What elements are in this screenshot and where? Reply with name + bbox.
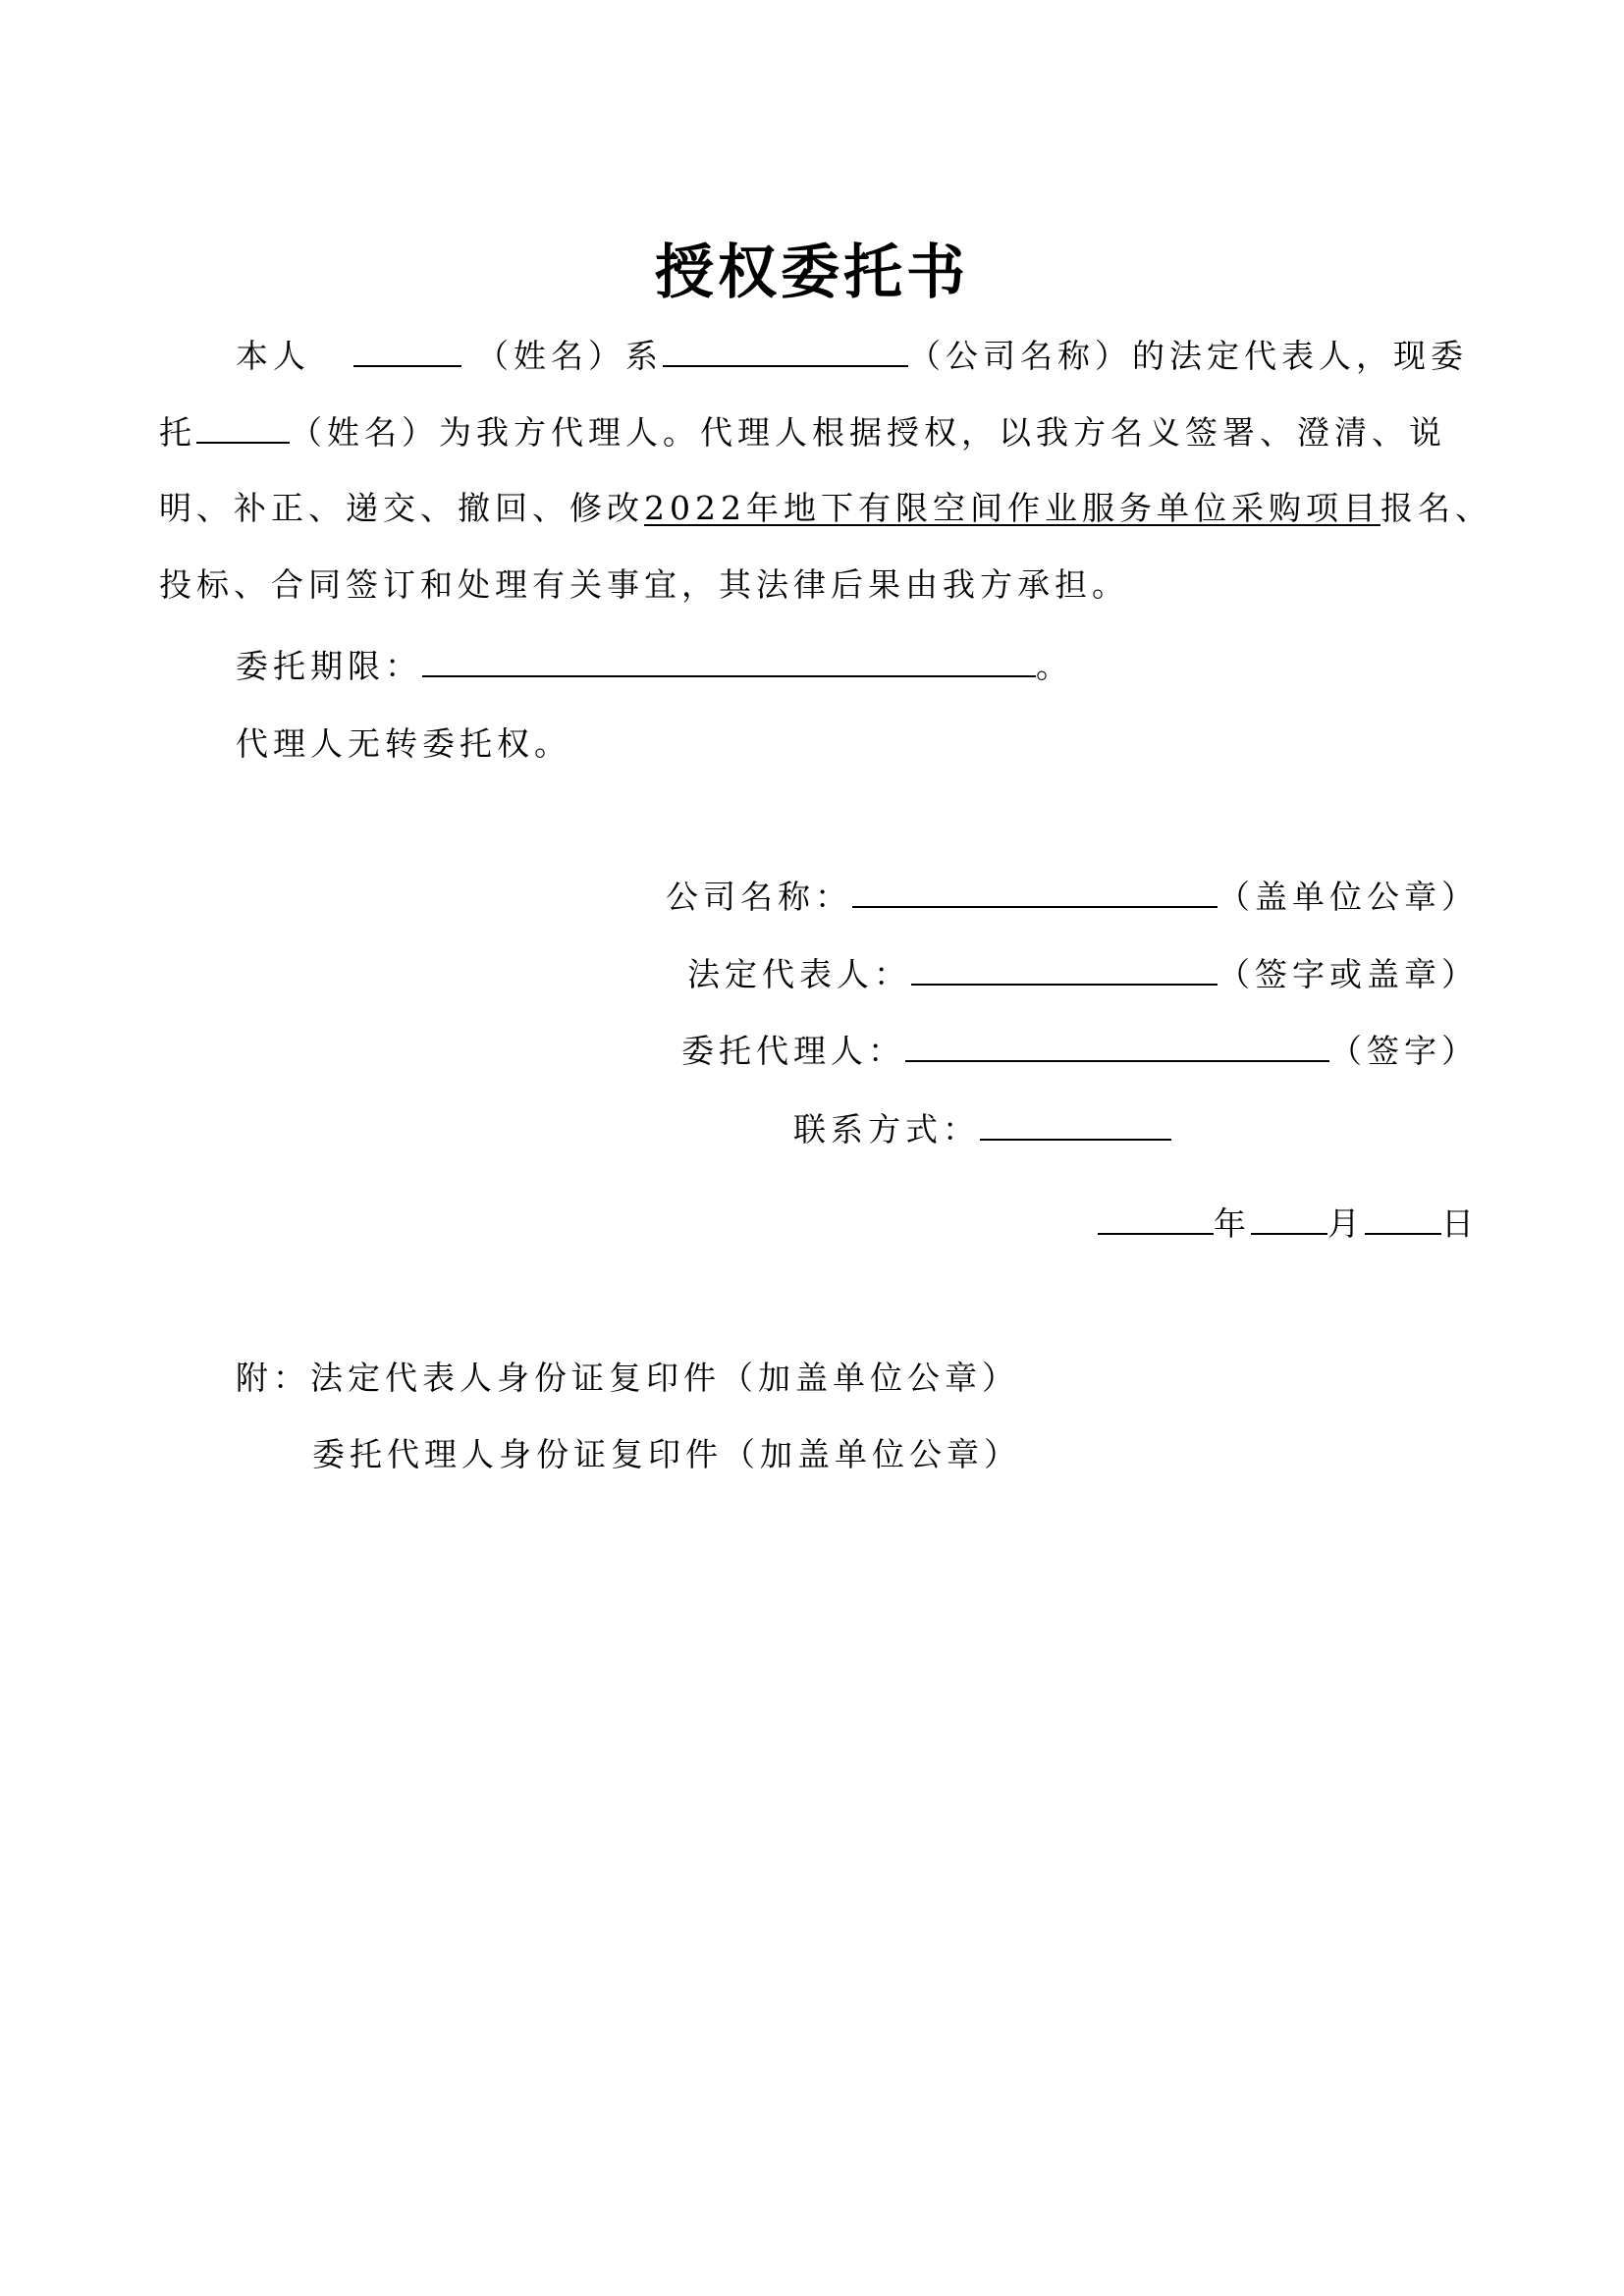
contact-line bbox=[793, 1109, 1171, 1149]
company-sign-blank[interactable] bbox=[852, 877, 1218, 908]
term-label: 委托期限： bbox=[236, 647, 422, 685]
no-transfer-line bbox=[236, 724, 571, 764]
term-blank[interactable] bbox=[422, 646, 1036, 677]
para-line-1 bbox=[236, 336, 1468, 376]
year-blank[interactable] bbox=[1098, 1203, 1214, 1235]
legal-sign-line bbox=[687, 954, 1479, 994]
para-line-4 bbox=[159, 565, 1129, 605]
name-blank-1[interactable] bbox=[353, 336, 461, 367]
day-blank[interactable] bbox=[1365, 1203, 1441, 1235]
year-label: 年 bbox=[1214, 1204, 1251, 1243]
agent-note: （签字） bbox=[1329, 1032, 1479, 1070]
no-transfer-text: 代理人无转委托权。 bbox=[236, 724, 571, 763]
project-name: 2022年地下有限空间作业服务单位采购项目 bbox=[644, 489, 1380, 527]
contact-label: 联系方式： bbox=[793, 1110, 980, 1148]
attach-line-1 bbox=[236, 1359, 1019, 1398]
agent-sign-line bbox=[681, 1031, 1479, 1071]
name-blank-2[interactable] bbox=[196, 412, 290, 444]
text-tuo: 托 bbox=[159, 413, 196, 452]
para-line-3 bbox=[159, 489, 1492, 528]
attach-prefix: 附： bbox=[236, 1359, 310, 1397]
term-end: 。 bbox=[1036, 647, 1073, 685]
legal-note: （签字或盖章） bbox=[1218, 955, 1479, 993]
attach-line-2 bbox=[312, 1435, 1021, 1474]
agent-label: 委托代理人： bbox=[681, 1032, 905, 1070]
document-title: 授权委托书 bbox=[655, 239, 969, 307]
text-baoming: 报名、 bbox=[1380, 489, 1492, 527]
month-label: 月 bbox=[1327, 1204, 1365, 1243]
legal-label: 法定代表人： bbox=[687, 955, 911, 993]
attach-item-1: 法定代表人身份证复印件（加盖单位公章） bbox=[310, 1359, 1019, 1397]
company-note: （盖单位公章） bbox=[1218, 878, 1479, 916]
text-agent-desc: （姓名）为我方代理人。代理人根据授权，以我方名义签署、澄清、说 bbox=[290, 413, 1446, 452]
text-consequence: 投标、合同签订和处理有关事宜，其法律后果由我方承担。 bbox=[159, 565, 1129, 604]
text-company-suffix: （公司名称）的法定代表人，现委 bbox=[908, 337, 1468, 375]
text-actions: 明、补正、递交、撤回、修改 bbox=[159, 489, 644, 527]
month-blank[interactable] bbox=[1251, 1203, 1327, 1235]
attach-item-2: 委托代理人身份证复印件（加盖单位公章） bbox=[312, 1435, 1021, 1473]
day-label: 日 bbox=[1441, 1204, 1479, 1243]
company-sign-line bbox=[666, 877, 1479, 917]
company-label: 公司名称： bbox=[666, 878, 852, 916]
agent-sign-blank[interactable] bbox=[905, 1031, 1329, 1062]
contact-blank[interactable] bbox=[980, 1109, 1171, 1141]
text-benren: 本人 bbox=[236, 337, 310, 375]
text-name-label: （姓名）系 bbox=[476, 337, 663, 375]
para-line-2 bbox=[159, 412, 1446, 453]
date-line bbox=[1098, 1203, 1479, 1244]
legal-sign-blank[interactable] bbox=[911, 954, 1218, 986]
term-line bbox=[236, 646, 1073, 686]
company-blank[interactable] bbox=[663, 336, 908, 367]
